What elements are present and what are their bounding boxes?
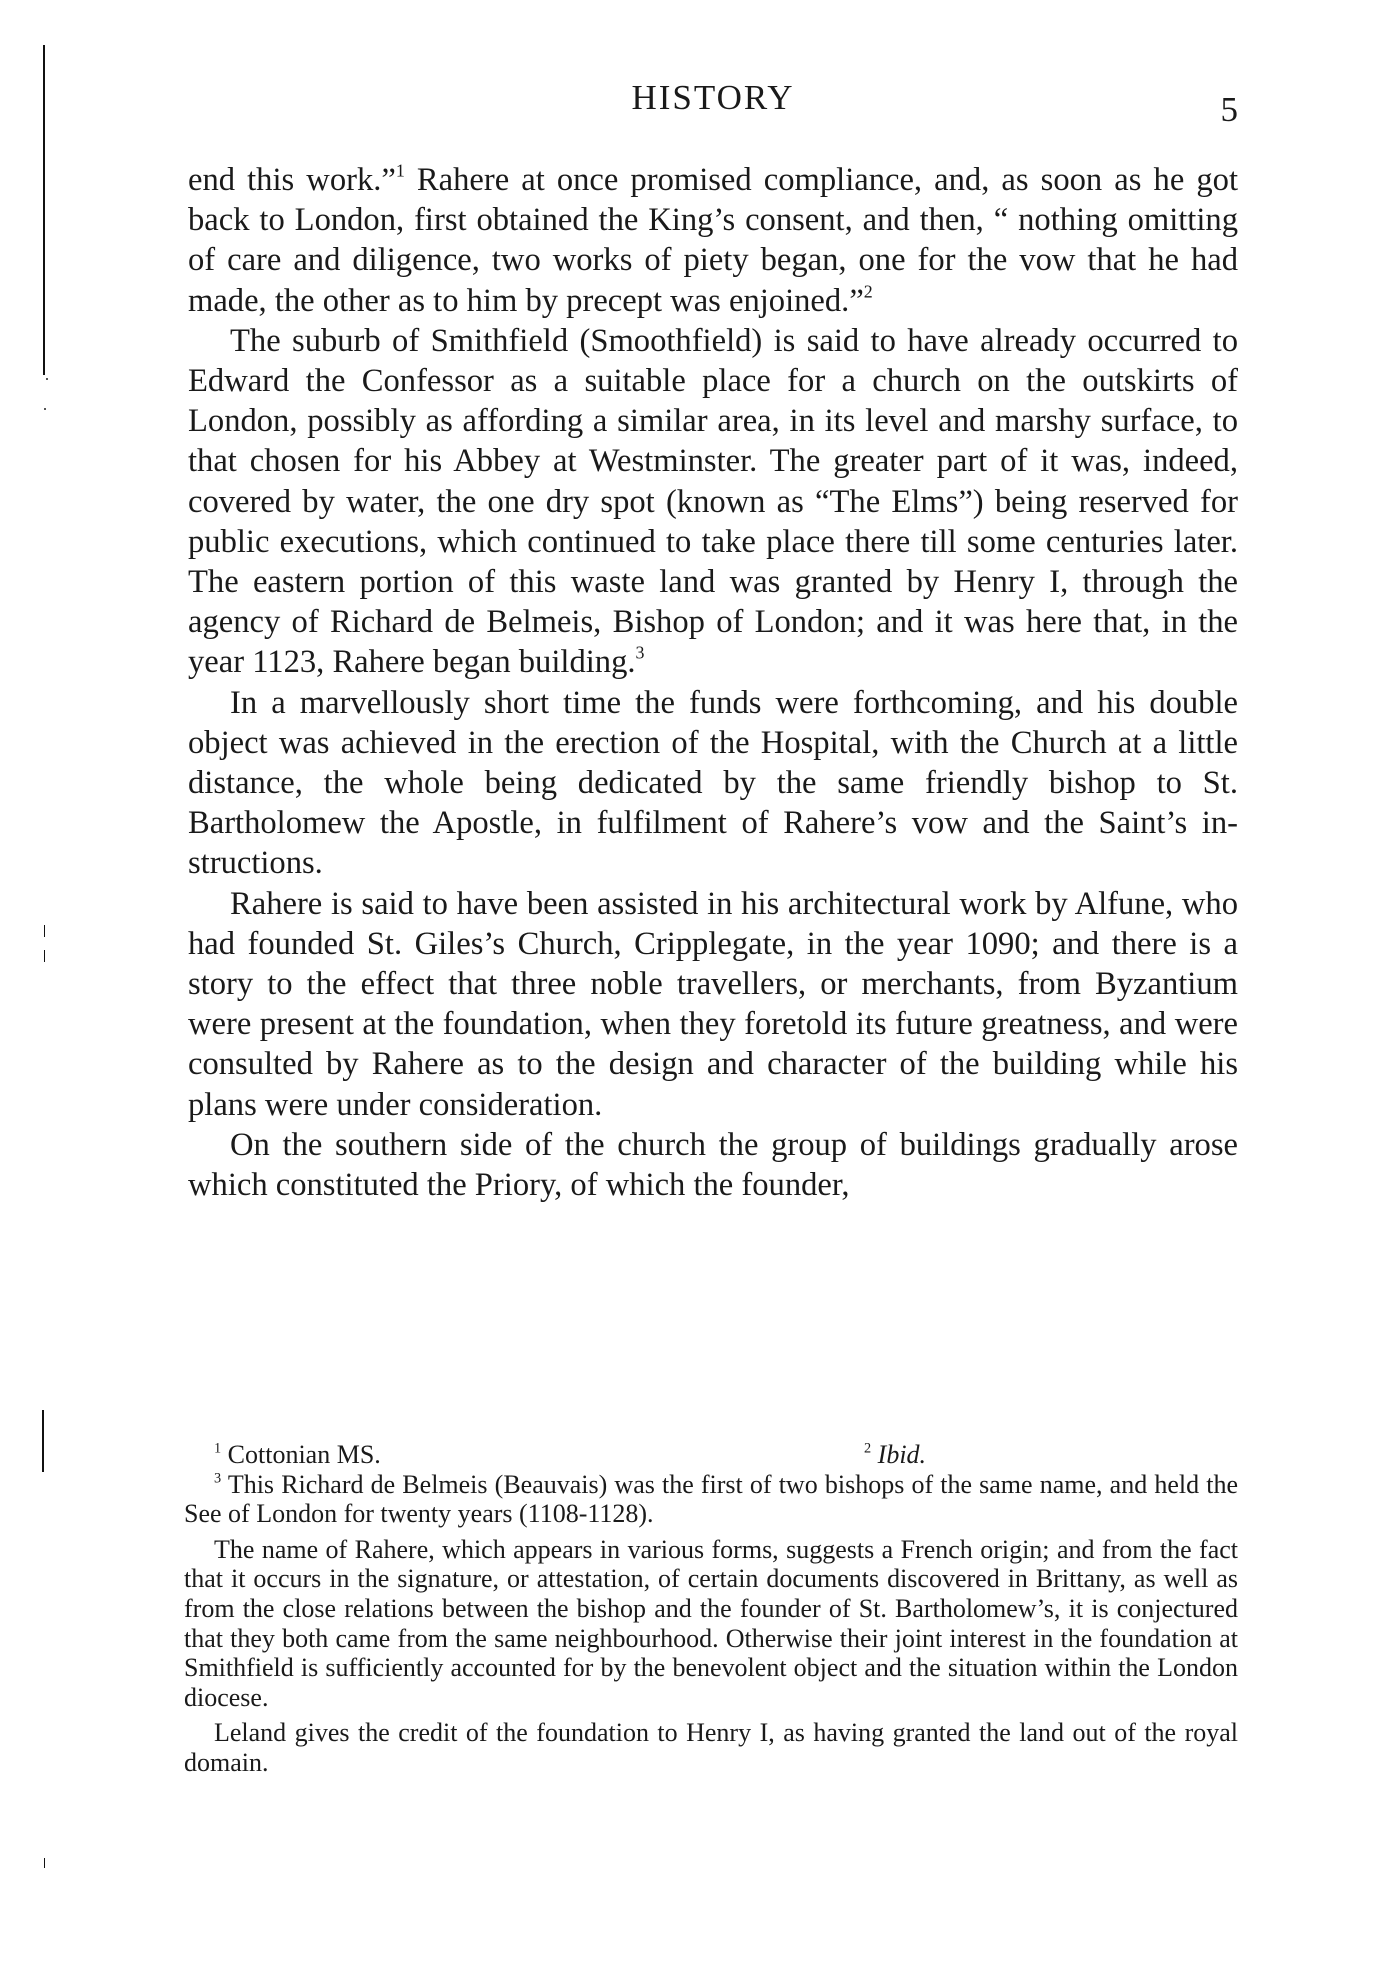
margin-scan-mark (44, 950, 45, 962)
paragraph-text: The suburb of Smithfield (Smoothfield) is said to have already occurred to Edward the Confessor as a suitable place for a church on the outskirts of London, possibly as affording a similar area, in its level and marshy surface, to that chosen for his Abbey at Westminster. The greater part of it was, indeed, covered by water, the one dry spot (known as “The Elms”) being reserved for public executions, which continued to take place there till some centuries later. The eastern portion of this waste land was granted by Henry I, through the agency of Richard de Belmeis, Bishop of London; and it was here that, in the year 1123, Rahere began building. (188, 322, 1238, 681)
footnote-row (184, 1440, 1238, 1470)
running-header (188, 78, 1238, 128)
scan-speck (46, 378, 48, 380)
footnote-mark: 1 (214, 1440, 222, 1457)
page-number: 5 (1220, 90, 1238, 129)
paragraph (188, 160, 1238, 321)
paragraph-text: In a marvellously short time the funds were forthcoming, and his double object was achieved in the erection of the Hospital, with the Church at a little distance, the whole being dedicated by the same friendly bishop to St. Bartholomew the Apostle, in fulfilment of Rahere’s vow and the Saint’s in- structions. (188, 684, 1238, 882)
paragraph-text: On the southern side of the church the group of buildings gradually arose which constituted the Priory, of which the founder, (188, 1126, 1238, 1204)
scan-speck (44, 408, 46, 410)
paragraph (188, 683, 1238, 884)
paragraph (188, 1125, 1238, 1205)
paragraph (188, 884, 1238, 1125)
paragraph-text: Rahere is said to have been assisted in his architectural work by Alfune, who had founded St. Giles’s Church, Cripplegate, in the year 1090; and there is a story to the effect that three noble travellers, or merchants, from Byzantium were present at the foundation, when they foretold its future greatness, and were consulted by Rahere as to the design and character of the building while his plans were under consideration. (188, 885, 1238, 1123)
footnotes (184, 1440, 1238, 1784)
margin-scan-mark (44, 925, 45, 937)
paragraph (188, 321, 1238, 683)
paragraph-text: end this work.” (188, 162, 396, 198)
margin-scan-line (42, 1410, 44, 1472)
footnote-2 (864, 1440, 926, 1470)
footnote-ref: 1 (395, 160, 405, 181)
margin-scan-line (43, 45, 45, 375)
margin-scan-mark (44, 1858, 45, 1868)
footnote-mark: 2 (864, 1440, 872, 1457)
paragraph-text: Rahere at once promised compliance, and, as soon as he got back to London, first obtained the King’s consent, and then, “ nothing omitting of care and diligence, two works of piety began, one for the vow that he had made, the other as to him by precept was enjoined.” (188, 162, 1238, 319)
footnote-paragraph: Leland gives the credit of the foundation to Henry I, as having granted the land out of the royal domain. (184, 1718, 1238, 1777)
footnote-3 (184, 1470, 1238, 1529)
footnote-1 (214, 1440, 864, 1470)
footnote-text: This Richard de Belmeis (Beauvais) was the first of two bishops of the same name, and held the See of London for twenty years (1108-1128). (184, 1469, 1238, 1529)
running-title: HISTORY (631, 78, 795, 117)
footnote-ref: 3 (635, 643, 645, 663)
footnote-ref: 2 (863, 281, 873, 302)
footnote-mark: 3 (214, 1469, 222, 1486)
body-text (188, 160, 1238, 1205)
footnote-paragraph: The name of Rahere, which appears in various forms, suggests a French origin; and from the fact that it occurs in the signature, or attestation, of certain documents discovered in Brittany, as well as from the close relations between the bishop and the founder of St. Bartholomew’s, it is conjectured that they both came from the same neighbourhood. Otherwise their joint interest in the foundation at Smithfield is sufficiently accounted for by the benevolent object and the situation within the London diocese. (184, 1534, 1238, 1712)
footnote-text: Cottonian MS. (221, 1440, 381, 1469)
footnote-text: Ibid. (877, 1440, 927, 1469)
